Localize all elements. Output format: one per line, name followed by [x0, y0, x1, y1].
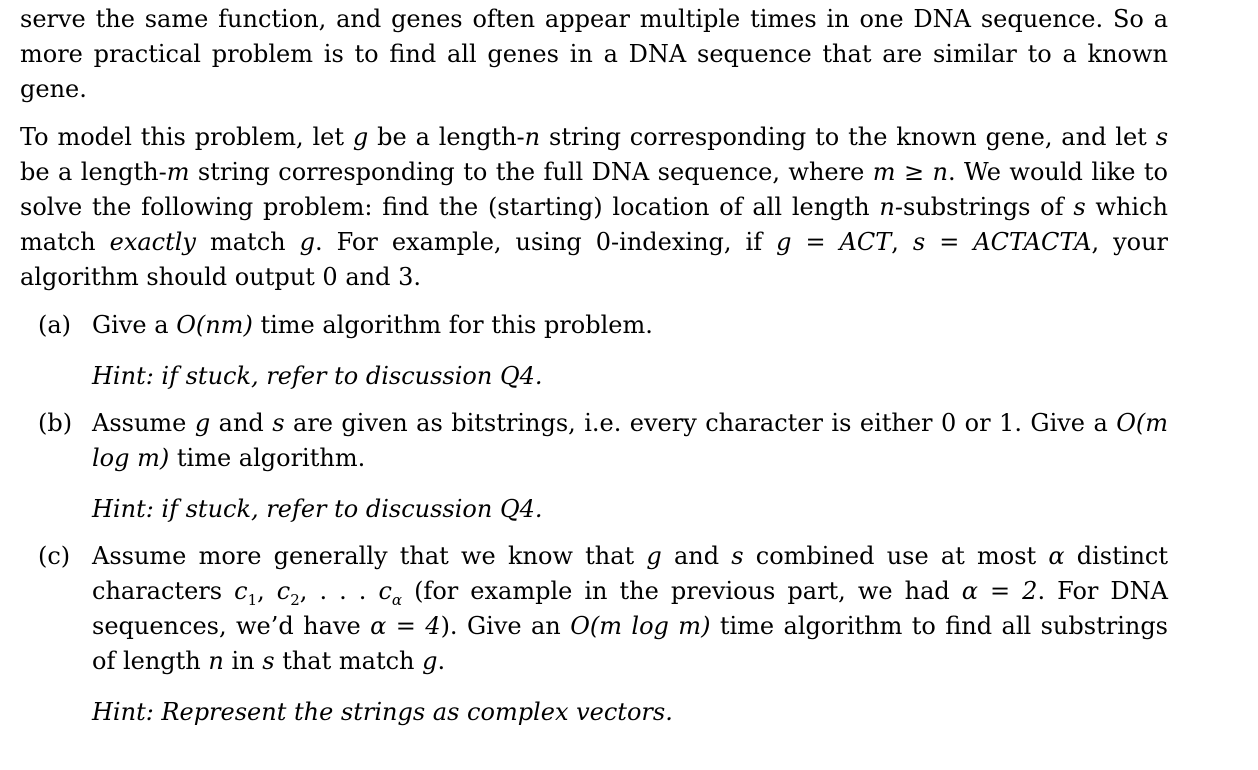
- part-body: [92, 406, 1168, 476]
- math-var: n: [208, 647, 224, 675]
- model-paragraph: [20, 120, 1168, 295]
- part-label: (a): [38, 311, 72, 339]
- text-span: combined use at most: [743, 542, 1049, 570]
- character-list: [234, 577, 403, 609]
- text-span: . For DNA sequences, we’d have: [92, 577, 1168, 640]
- math-var: c: [378, 577, 392, 605]
- math-var: s: [272, 409, 285, 437]
- part-body: [92, 308, 1168, 343]
- math-expression: s = ACTACTA: [912, 228, 1092, 256]
- text-span: ). Give an: [440, 612, 571, 640]
- math-expression: α = 2: [961, 577, 1038, 605]
- part-c: [20, 539, 1168, 730]
- part-a: [20, 308, 1168, 394]
- part-b: [20, 406, 1168, 527]
- text-span: in: [223, 647, 263, 675]
- math-var: g: [422, 647, 438, 675]
- math-var: g: [352, 123, 369, 151]
- text-span: . For example, using 0-indexing, if: [314, 228, 777, 256]
- math-var: c: [234, 577, 248, 605]
- text-span: string corresponding to the full DNA sequence, where: [189, 158, 873, 186]
- text-span: (for example in the previous part, we had: [402, 577, 962, 605]
- part-label: (b): [38, 409, 73, 437]
- math-var: α: [1048, 542, 1065, 570]
- text-span: . We would like to solve the following problem: find the (starting) location of all length: [20, 158, 1168, 221]
- text-span: are given as bitstrings, i.e. every character is either 0 or 1. Give a: [284, 409, 1117, 437]
- ellipsis: , . . .: [299, 577, 379, 605]
- text-span: distinct characters: [92, 542, 1168, 605]
- subscript: 1: [247, 590, 258, 609]
- math-var: s: [1073, 193, 1086, 221]
- text-span: be a length-: [368, 123, 525, 151]
- math-var: n: [879, 193, 895, 221]
- emphasis-text: exactly: [109, 228, 196, 256]
- text-span: time algorithm to find all substrings of length: [92, 612, 1169, 675]
- complexity-expression: O(nm): [176, 311, 253, 339]
- intro-text: serve the same function, and genes often appear multiple times in one DNA sequence. So a more practical problem is to find all genes in a DNA sequence that are similar to a known gene.: [20, 5, 1168, 103]
- text-span: -substrings of: [894, 193, 1074, 221]
- text-span: string corresponding to the known gene, and let: [540, 123, 1156, 151]
- text-span: time algorithm.: [169, 444, 366, 472]
- math-var: s: [262, 647, 275, 675]
- part-body: [92, 539, 1168, 679]
- hint-text: Hint: Represent the strings as complex vectors.: [92, 698, 673, 726]
- math-expression: α = 4: [370, 612, 441, 640]
- complexity-expression: O(m log m): [92, 409, 1168, 472]
- text-span: be a length-: [20, 158, 167, 186]
- hint-text: Hint: if stuck, refer to discussion Q4.: [92, 495, 543, 523]
- math-var: n: [524, 123, 541, 151]
- intro-paragraph: [20, 2, 1168, 107]
- text-span: .: [437, 647, 446, 675]
- text-span: which match: [20, 193, 1169, 256]
- problem-parts-list: [20, 308, 1168, 730]
- text-span: and: [661, 542, 732, 570]
- math-var: g: [194, 409, 211, 437]
- text-span: Assume: [92, 409, 195, 437]
- text-span: ,: [891, 228, 913, 256]
- math-expression: g = ACT: [776, 228, 892, 256]
- math-var: c: [276, 577, 291, 605]
- math-var: s: [731, 542, 744, 570]
- text-span: , your algorithm should output 0 and 3.: [20, 228, 1169, 291]
- subscript: 2: [290, 590, 300, 609]
- math-var: m: [166, 158, 190, 186]
- subscript-alpha: α: [391, 590, 403, 609]
- math-expression: m ≥ n: [872, 158, 948, 186]
- text-span: match: [195, 228, 300, 256]
- text-span: time algorithm for this problem.: [252, 311, 653, 339]
- comma: ,: [257, 577, 277, 605]
- math-var: g: [299, 228, 315, 256]
- hint-text: Hint: if stuck, refer to discussion Q4.: [92, 362, 543, 390]
- complexity-expression: O(m log m): [570, 612, 711, 640]
- math-var: s: [1155, 123, 1169, 151]
- text-span: and: [210, 409, 273, 437]
- text-span: that match: [274, 647, 423, 675]
- part-label: (c): [38, 542, 71, 570]
- text-span: Give a: [92, 311, 177, 339]
- text-span: Assume more generally that we know that: [92, 542, 647, 570]
- text-span: To model this problem, let: [20, 123, 353, 151]
- math-var: g: [646, 542, 662, 570]
